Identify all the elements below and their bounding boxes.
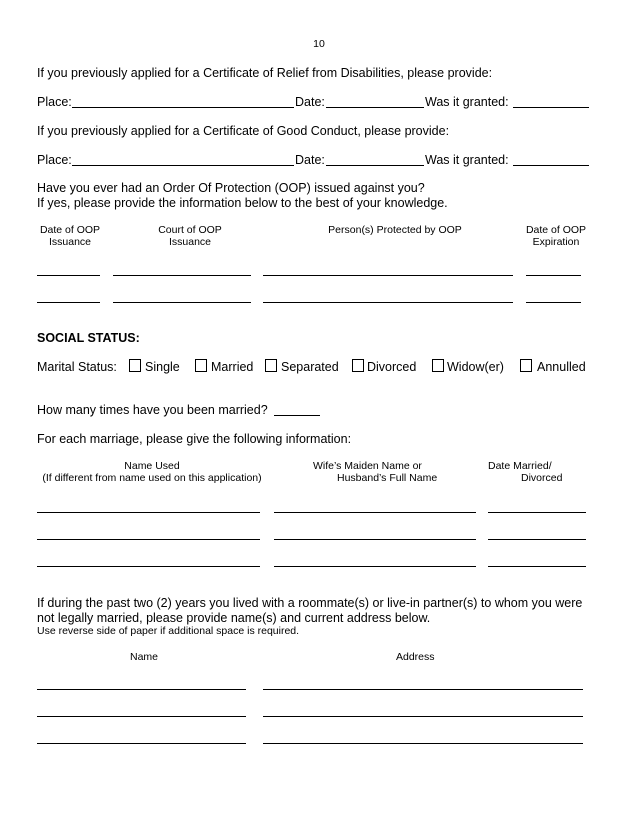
good-conduct-granted-field[interactable] [513,165,589,166]
roommate-row2-address-field[interactable] [263,716,583,717]
roommate-row3-name-field[interactable] [37,743,246,744]
marriage-row3-spouse-field[interactable] [274,566,476,567]
each-marriage-prompt: For each marriage, please give the following information: [37,432,352,446]
checkbox-divorced[interactable] [352,359,364,372]
oop-row2-issuance-field[interactable] [37,302,100,303]
marriage-row1-name-field[interactable] [37,512,260,513]
times-married-question: How many times have you been married? [37,403,268,417]
relief-granted-field[interactable] [513,107,589,108]
marriage-header-spouse-name-line2: Husband’s Full Name [337,472,438,484]
oop-row2-protected-field[interactable] [263,302,513,303]
relief-date-label: Date: [295,95,325,109]
relief-date-field[interactable] [326,107,424,108]
oop-instruction: If yes, please provide the information below to the best of your knowledge. [37,196,448,210]
roommate-note: Use reverse side of paper if additional space is required. [37,625,300,637]
oop-row2-court-field[interactable] [113,302,251,303]
roommate-prompt-continued: not legally married, please provide name(s) and current address below. [37,611,431,625]
roommate-address-header: Address [396,651,435,663]
marriage-row3-name-field[interactable] [37,566,260,567]
marriage-header-date-line2: Divorced [521,472,563,484]
oop-header-issuance-date-line2: Issuance [48,236,92,248]
good-conduct-prompt: If you previously applied for a Certificate of Good Conduct, please provide: [37,124,450,138]
oop-row1-protected-field[interactable] [263,275,513,276]
roommate-row1-address-field[interactable] [263,689,583,690]
relief-granted-label: Was it granted: [425,95,509,109]
relief-place-label: Place: [37,95,72,109]
good-conduct-granted-label: Was it granted: [425,153,509,167]
oop-row1-expiration-field[interactable] [526,275,581,276]
roommate-row1-name-field[interactable] [37,689,246,690]
marriage-row2-spouse-field[interactable] [274,539,476,540]
marriage-row1-date-field[interactable] [488,512,586,513]
page-number: 10 [313,38,325,50]
marriage-header-spouse-name-line1: Wife’s Maiden Name or [313,460,422,472]
oop-row2-expiration-field[interactable] [526,302,581,303]
marriage-header-name-used-line2: (If different from name used on this application) [42,472,262,484]
good-conduct-place-label: Place: [37,153,72,167]
marriage-header-date-line1: Date Married/ [488,460,552,472]
oop-header-court-line1: Court of OOP [158,224,222,236]
good-conduct-date-field[interactable] [326,165,424,166]
option-annulled-label: Annulled [537,360,586,374]
roommate-name-header: Name [130,651,159,663]
roommate-row3-address-field[interactable] [263,743,583,744]
marriage-row1-spouse-field[interactable] [274,512,476,513]
option-divorced-label: Divorced [367,360,417,374]
option-widower-label: Widow(er) [447,360,504,374]
oop-header-protected-persons: Person(s) Protected by OOP [328,224,462,236]
oop-header-issuance-date-line1: Date of OOP [39,224,101,236]
checkbox-annulled[interactable] [520,359,532,372]
checkbox-separated[interactable] [265,359,277,372]
marriage-row3-date-field[interactable] [488,566,586,567]
marriage-row2-name-field[interactable] [37,539,260,540]
option-separated-label: Separated [281,360,339,374]
times-married-field[interactable] [274,415,320,416]
oop-question: Have you ever had an Order Of Protection (OOP) issued against you? [37,181,425,195]
oop-header-issuance-date [30,224,110,248]
roommate-row2-name-field[interactable] [37,716,246,717]
oop-header-expiration-line1: Date of OOP [525,224,587,236]
oop-header-expiration [516,224,596,248]
good-conduct-date-label: Date: [295,153,325,167]
relief-prompt: If you previously applied for a Certificate of Relief from Disabilities, please provide: [37,66,493,80]
oop-header-expiration-line2: Expiration [532,236,580,248]
oop-row1-issuance-field[interactable] [37,275,100,276]
checkbox-single[interactable] [129,359,141,372]
marriage-row2-date-field[interactable] [488,539,586,540]
oop-header-court [140,224,240,248]
marital-status-label: Marital Status: [37,360,117,374]
option-single-label: Single [145,360,180,374]
oop-row1-court-field[interactable] [113,275,251,276]
checkbox-widower[interactable] [432,359,444,372]
checkbox-married[interactable] [195,359,207,372]
roommate-prompt: If during the past two (2) years you lived with a roommate(s) or live-in partner(s) to whom you were [37,596,583,610]
marriage-header-name-used [30,460,274,484]
good-conduct-place-field[interactable] [72,165,294,166]
oop-header-court-line2: Issuance [168,236,212,248]
social-status-heading: SOCIAL STATUS: [37,331,140,345]
option-married-label: Married [211,360,254,374]
marriage-header-name-used-line1: Name Used [124,460,180,472]
marriage-header-spouse-name [313,460,437,484]
relief-place-field[interactable] [72,107,294,108]
marriage-header-date [488,460,562,484]
